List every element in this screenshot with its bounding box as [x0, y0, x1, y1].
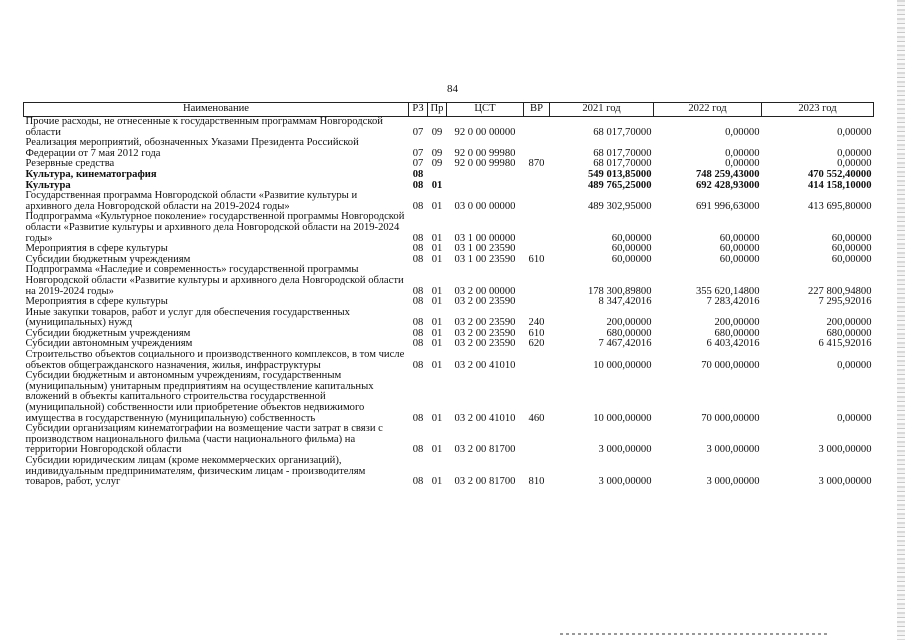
row-cst: 03 2 00 23590	[454, 296, 516, 308]
row-2023: 3 000,00000	[818, 476, 872, 488]
row-vr	[524, 297, 550, 308]
row-2022: 0,00000	[725, 158, 760, 170]
row-2021: 68 017,70000	[593, 147, 652, 159]
row-cst: 92 0 00 99980	[454, 158, 516, 170]
row-2022: 691 996,63000	[695, 200, 760, 212]
row-2023: 414 158,10000	[807, 179, 872, 191]
row-2023: 0,00000	[837, 412, 872, 424]
row-name: Субсидии организациям кинематографии на возмещение части затрат в связи с производством национального фильма (части национального фильма) на территории Новгородской области	[25, 423, 383, 456]
row-2023: 413 695,80000	[807, 200, 872, 212]
row-name: Субсидии юридическим лицам (кроме некоммерческих организаций), индивидуальным предпринимателям, физическим лицам - производителям товаров, работ, услуг	[25, 455, 366, 488]
row-2021: 10 000,00000	[593, 359, 652, 371]
row-pr: 01	[431, 179, 443, 191]
row-cst: 03 1 00 00000	[454, 232, 516, 244]
row-2023: 0,00000	[837, 158, 872, 170]
row-pr	[428, 170, 447, 181]
row-2023: 60,00000	[831, 243, 872, 255]
row-vr: 810	[528, 476, 545, 488]
row-name: Мероприятия в сфере культуры	[25, 296, 168, 308]
row-2022: 748 259,43000	[695, 168, 760, 180]
row-vr	[524, 265, 550, 297]
row-2023: 0,00000	[837, 359, 872, 371]
row-2021: 68 017,70000	[593, 158, 652, 170]
row-pr: 01	[431, 253, 443, 265]
row-rz: 08	[412, 444, 424, 456]
row-pr: 01	[431, 285, 443, 297]
row-pr: 09	[431, 126, 443, 138]
row-vr	[524, 212, 550, 244]
row-rz: 08	[412, 168, 424, 180]
scan-edge-right	[897, 0, 905, 640]
budget-table	[23, 102, 874, 488]
table-header-row	[24, 103, 874, 117]
row-name: Субсидии бюджетным учреждениям	[25, 327, 191, 339]
row-pr: 01	[431, 476, 443, 488]
row-2022: 680,00000	[714, 327, 760, 339]
row-pr: 09	[431, 147, 443, 159]
row-2023: 3 000,00000	[818, 444, 872, 456]
row-vr: 870	[528, 158, 545, 170]
table-body	[24, 117, 874, 488]
row-2022: 60,00000	[719, 243, 760, 255]
row-2022: 3 000,00000	[706, 476, 760, 488]
row-name: Резервные средства	[25, 158, 115, 170]
row-pr: 01	[431, 200, 443, 212]
row-pr: 01	[431, 296, 443, 308]
table-row	[24, 212, 874, 244]
table-row	[24, 308, 874, 329]
page-number: 84	[447, 83, 458, 95]
row-2021: 10 000,00000	[593, 412, 652, 424]
row-2022: 692 428,93000	[695, 179, 760, 191]
row-pr: 01	[431, 338, 443, 350]
row-2023: 680,00000	[826, 327, 872, 339]
row-2022: 60,00000	[719, 253, 760, 265]
row-cst: 03 2 00 81700	[454, 444, 516, 456]
row-pr: 01	[431, 412, 443, 424]
table-row	[24, 456, 874, 488]
row-2022: 70 000,00000	[701, 412, 760, 424]
row-2022: 0,00000	[725, 126, 760, 138]
scan-edge-bottom	[560, 633, 830, 635]
row-2023: 0,00000	[837, 126, 872, 138]
row-rz: 07	[412, 147, 424, 159]
row-2022: 7 283,42016	[706, 296, 760, 308]
table-row	[24, 371, 874, 424]
row-cst: 03 2 00 41010	[454, 359, 516, 371]
row-name: Культура	[25, 179, 71, 191]
row-pr: 01	[431, 359, 443, 371]
row-rz: 08	[412, 243, 424, 255]
header-2022: 2022 год	[654, 103, 762, 117]
row-cst: 92 0 00 99980	[454, 147, 516, 159]
row-2023: 6 415,92016	[818, 338, 872, 350]
row-2023: 60,00000	[831, 232, 872, 244]
row-pr: 01	[431, 317, 443, 329]
table-row	[24, 350, 874, 371]
row-vr: 620	[528, 338, 545, 350]
row-2021: 489 302,95000	[587, 200, 652, 212]
row-cst: 03 1 00 23590	[454, 253, 516, 265]
row-rz: 07	[412, 126, 424, 138]
row-2023: 0,00000	[837, 147, 872, 159]
row-2021: 489 765,25000	[587, 179, 652, 191]
row-2022: 0,00000	[725, 147, 760, 159]
header-pr: Пр	[428, 103, 447, 117]
row-2021: 549 013,85000	[587, 168, 652, 180]
row-vr: 460	[528, 412, 545, 424]
row-2022: 60,00000	[719, 232, 760, 244]
row-vr	[524, 424, 550, 456]
row-2022: 70 000,00000	[701, 359, 760, 371]
row-2021: 200,00000	[606, 317, 652, 329]
table-row	[24, 117, 874, 139]
row-vr: 610	[528, 253, 545, 265]
row-cst: 03 2 00 00000	[454, 285, 516, 297]
row-rz: 08	[412, 296, 424, 308]
row-vr	[524, 170, 550, 181]
row-rz: 08	[412, 200, 424, 212]
header-vr: ВР	[524, 103, 550, 117]
row-rz: 08	[412, 476, 424, 488]
row-name: Строительство объектов социального и производственного комплексов, в том числе объектов общегражданского назначения, жилья, инфраструктуры	[25, 349, 405, 371]
row-2023: 7 295,92016	[818, 296, 872, 308]
row-pr: 09	[431, 158, 443, 170]
table-row	[24, 170, 874, 181]
table-row	[24, 138, 874, 159]
row-rz: 08	[412, 359, 424, 371]
row-cst	[447, 181, 524, 192]
row-pr: 01	[431, 243, 443, 255]
table-row	[24, 265, 874, 297]
row-name: Подпрограмма «Культурное поколение» государственной программы Новгородской области «Развитие культуры и архивного дела Новгородской области на 2019-2024 годы»	[25, 211, 405, 244]
row-2021: 680,00000	[606, 327, 652, 339]
row-name: Субсидии бюджетным учреждениям	[25, 253, 191, 265]
row-rz: 08	[412, 412, 424, 424]
row-name: Мероприятия в сфере культуры	[25, 243, 168, 255]
row-vr	[524, 191, 550, 212]
row-2021: 60,00000	[611, 232, 652, 244]
row-cst: 03 2 00 23590	[454, 327, 516, 339]
row-cst: 03 2 00 23590	[454, 338, 516, 350]
row-name: Подпрограмма «Наследие и современность» государственной программы Новгородской области «Развитие культуры и архивного дела Новгородской области на 2019-2024 годы»	[25, 264, 404, 297]
row-vr	[524, 181, 550, 192]
row-cst: 03 2 00 81700	[454, 476, 516, 488]
row-rz: 08	[412, 285, 424, 297]
row-2023: 200,00000	[826, 317, 872, 329]
row-cst: 03 0 00 00000	[454, 200, 516, 212]
row-vr: 610	[528, 327, 545, 339]
row-cst: 03 2 00 41010	[454, 412, 516, 424]
row-cst	[447, 170, 524, 181]
row-name: Прочие расходы, не отнесенные к государственным программам Новгородской области	[25, 116, 383, 138]
row-vr	[524, 138, 550, 159]
row-rz: 07	[412, 158, 424, 170]
header-2023: 2023 год	[762, 103, 874, 117]
row-rz: 08	[412, 327, 424, 339]
table-row	[24, 191, 874, 212]
row-2022: 355 620,14800	[695, 285, 760, 297]
row-2021: 7 467,42016	[598, 338, 652, 350]
row-2021: 8 347,42016	[598, 296, 652, 308]
row-cst: 92 0 00 00000	[454, 126, 516, 138]
row-2021: 68 017,70000	[593, 126, 652, 138]
row-rz: 08	[412, 179, 424, 191]
row-2021: 178 300,89800	[587, 285, 652, 297]
row-pr: 01	[431, 444, 443, 456]
row-name: Реализация мероприятий, обозначенных Указами Президента Российской Федерации от 7 мая 2012 года	[25, 137, 359, 159]
row-rz: 08	[412, 317, 424, 329]
table-row	[24, 424, 874, 456]
header-2021: 2021 год	[550, 103, 654, 117]
header-rz: РЗ	[409, 103, 428, 117]
row-2023: 60,00000	[831, 253, 872, 265]
row-pr: 01	[431, 327, 443, 339]
row-name: Субсидии бюджетным и автономным учреждениям, государственным (муниципальным) унитарным предприятиям на осуществление капитальных вложений в объекты капитального строительства государственной (муниципальной) собственности или приобретение объектов недвижимого имущества в государственную (муниципальную) собственность	[25, 370, 374, 424]
row-2023: 470 552,40000	[807, 168, 872, 180]
row-2021: 60,00000	[611, 253, 652, 265]
row-cst: 03 2 00 23590	[454, 317, 516, 329]
row-2021: 60,00000	[611, 243, 652, 255]
row-2021: 3 000,00000	[598, 444, 652, 456]
row-vr: 240	[528, 317, 545, 329]
row-rz: 08	[412, 232, 424, 244]
row-2021: 3 000,00000	[598, 476, 652, 488]
row-name: Государственная программа Новгородской области «Развитие культуры и архивного дела Новгородской области на 2019-2024 годы»	[25, 190, 358, 212]
header-name: Наименование	[24, 103, 409, 117]
row-name: Субсидии автономным учреждениям	[25, 338, 193, 350]
row-rz: 08	[412, 253, 424, 265]
row-2022: 200,00000	[714, 317, 760, 329]
row-name: Культура, кинематография	[25, 168, 157, 180]
row-vr	[524, 350, 550, 371]
header-cst: ЦСТ	[447, 103, 524, 117]
row-2023: 227 800,94800	[807, 285, 872, 297]
row-vr	[524, 117, 550, 139]
row-2022: 6 403,42016	[706, 338, 760, 350]
row-cst: 03 1 00 23590	[454, 243, 516, 255]
row-name: Иные закупки товаров, работ и услуг для обеспечения государственных (муниципальных) нужд	[25, 306, 350, 329]
row-pr: 01	[431, 232, 443, 244]
row-rz: 08	[412, 338, 424, 350]
row-2022: 3 000,00000	[706, 444, 760, 456]
